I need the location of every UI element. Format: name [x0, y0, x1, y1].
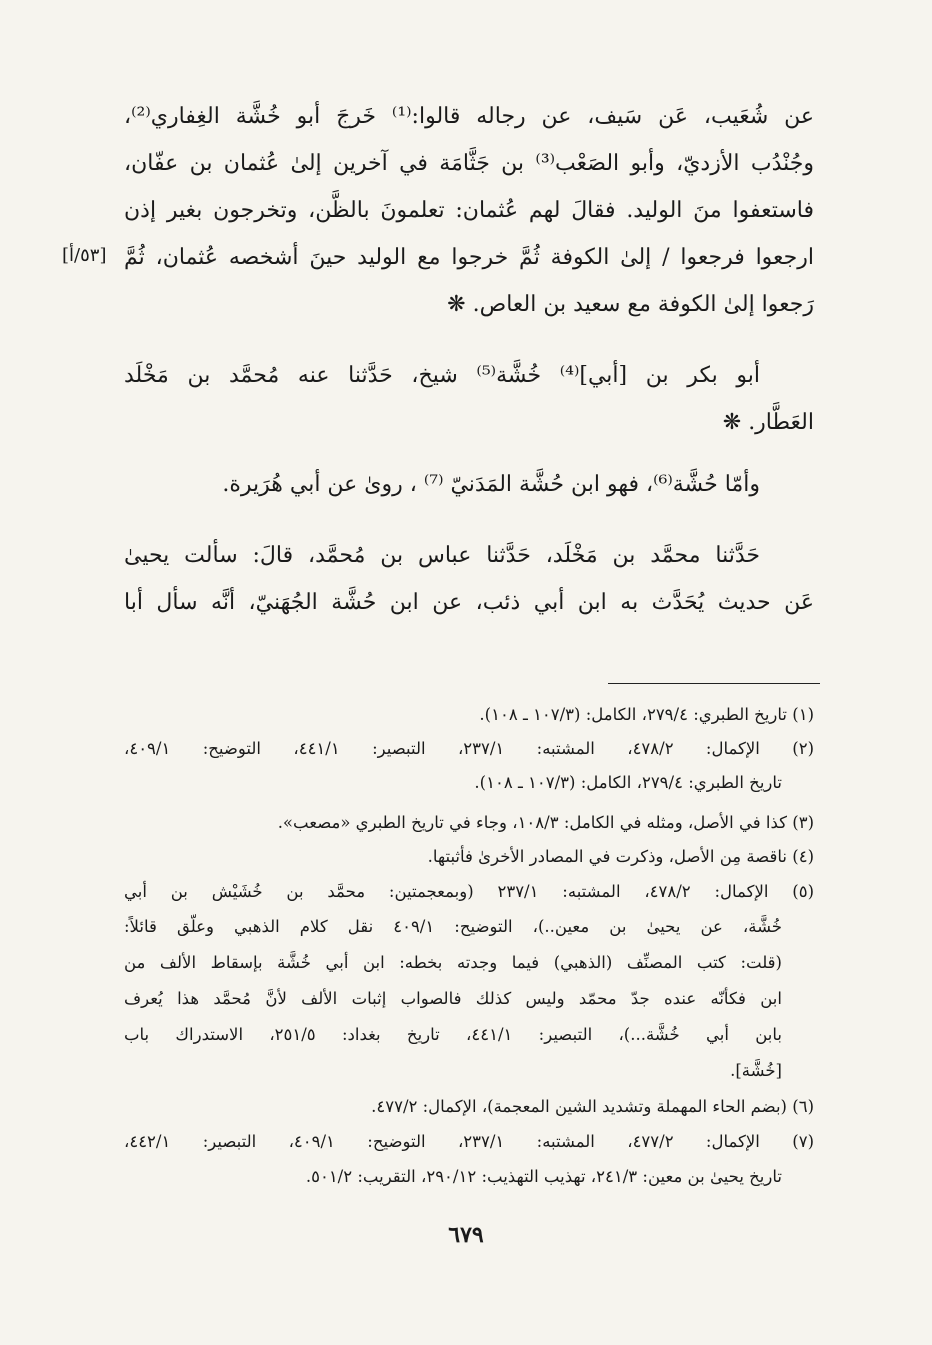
body-line: وجُنْدُب الأزديّ، وأبو الصَعْب⁽³⁾ بن جَثَّامَة في آخرين إلىٰ عُثمان بن عفّان،	[124, 151, 814, 176]
footnote-line: تاريخ يحيىٰ بن معين: ٢٤١/٣، تهذيب التهذيب: ٢٩٠/١٢، التقريب: ٥٠١/٢.	[305, 1167, 782, 1186]
body-line: أبو بكر بن [أبي]⁽⁴⁾ خُشَّة⁽⁵⁾ شيخ، حَدَّثنا عنه مُحمَّد بن مَخْلَد	[124, 363, 760, 388]
body-line: عن شُعَيب، عَن سَيف، عن رجاله قالوا:⁽¹⁾ خَرجَ أبو خُشَّة الغِفاري⁽²⁾،	[124, 104, 815, 129]
body-line: حَدَّثنا محمَّد بن مَخْلَد، حَدَّثنا عباس بن مُحمَّد، قالَ: سألت يحيىٰ	[124, 543, 760, 568]
footnote-line: خُشَّة، عن يحيىٰ بن معين..)، التوضيح: ٤٠٩/١ نقل كلام الذهبي وعلّق قائلاً:	[124, 917, 783, 936]
body-line: عَن حديث يُحَدَّث به ابن أبي ذئب، عن ابن حُشَّة الجُهَنيّ، أنَّه سأل أبا	[124, 590, 814, 615]
footnote-line: (قلت: كتب المصنِّف (الذهبي) فيما وجدته بخطه: ابن أبي خُشَّة بإسقاط الألف من	[124, 953, 782, 972]
body-line: ارجعوا فرجعوا / إلىٰ الكوفة ثُمَّ خرجوا مع الوليد حينَ أشخصه عُثمان، ثُمَّ	[124, 245, 814, 270]
page-number: ٦٧٩	[448, 1222, 484, 1248]
margin-folio-reference: [٥٣/أ]	[62, 245, 107, 266]
footnote-line: (٥) الإكمال: ٤٧٨/٢، المشتبه: ٢٣٧/١ (وبمعجمتين: محمَّد بن خُشَيْش بن أبي	[124, 882, 814, 901]
footnote-line: (٦) (بضم الحاء المهملة وتشديد الشين المعجمة)، الإكمال: ٤٧٧/٢.	[371, 1097, 814, 1116]
footnote-line: (٧) الإكمال: ٤٧٧/٢، المشتبه: ٢٣٧/١، التوضيح: ٤٠٩/١، التبصير: ٤٤٢/١،	[124, 1132, 814, 1151]
footnote-separator	[608, 683, 820, 684]
footnote-line: [خُشَّة].	[730, 1061, 782, 1080]
footnote-line: (١) تاريخ الطبري: ٢٧٩/٤، الكامل: (١٠٧/٣ ـ ١٠٨).	[479, 705, 814, 724]
footnote-line: تاريخ الطبري: ٢٧٩/٤، الكامل: (١٠٧/٣ ـ ١٠٨).	[474, 773, 782, 792]
body-line: العَطَّار. ❋	[722, 410, 814, 435]
body-line: وأمّا حُشَّة⁽⁶⁾، فهو ابن حُشَّة المَدَنيّ ⁽⁷⁾ ، روىٰ عن أبي هُرَيرة.	[222, 472, 760, 497]
body-line: رَجعوا إلىٰ الكوفة مع سعيد بن العاص. ❋	[447, 292, 814, 317]
footnote-line: (٣) كذا في الأصل، ومثله في الكامل: ١٠٨/٣، وجاء في تاريخ الطبري «مصعب».	[277, 813, 814, 832]
footnote-line: ابن فكأنّه عنده جدّ محمّد وليس كذلك فالصواب إثبات الألف لأنَّ مُحمَّد هذا يُعرف	[124, 989, 782, 1008]
footnote-line: بابن أبي خُشَّة...)، التبصير: ٤٤١/١، تاريخ بغداد: ٢٥١/٥، الاستدراك باب	[124, 1025, 782, 1044]
footnote-line: (٤) ناقصة مِن الأصل، وذكرت في المصادر الأخرىٰ فأثبتها.	[427, 847, 814, 866]
footnote-line: (٢) الإكمال: ٤٧٨/٢، المشتبه: ٢٣٧/١، التبصير: ٤٤١/١، التوضيح: ٤٠٩/١،	[124, 739, 814, 758]
body-line: فاستعفوا منَ الوليد. فقالَ لهم عُثمان: تعلمونَ بالظَّن، وتخرجون بغير إذن	[124, 198, 814, 223]
